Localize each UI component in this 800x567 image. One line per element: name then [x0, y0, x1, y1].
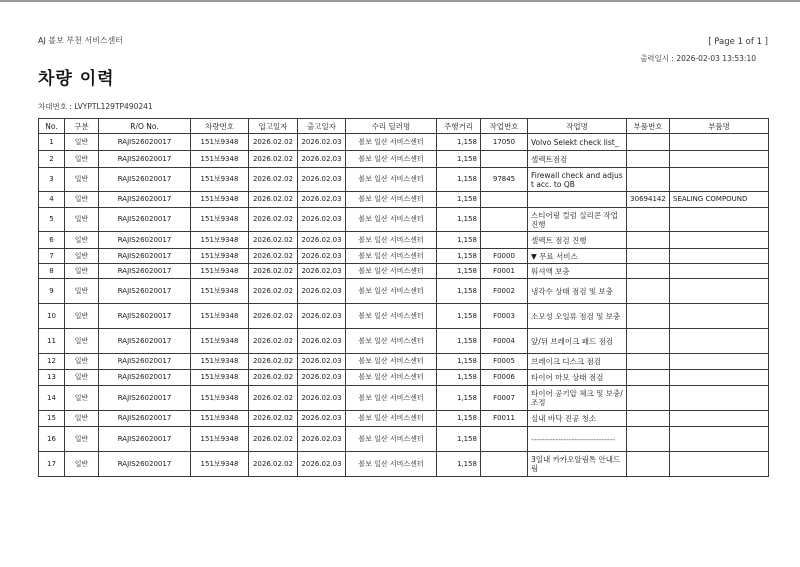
row-type: 일반 [65, 249, 99, 264]
job-number [481, 192, 528, 208]
dealer-name: 볼보 일산 서비스센터 [346, 134, 437, 151]
mileage: 1,158 [437, 329, 481, 354]
row-number: 1 [39, 134, 65, 151]
in-date: 2026.02.02 [249, 232, 298, 249]
in-date: 2026.02.02 [249, 386, 298, 411]
job-name: 앞/뒤 브레이크 패드 점검 [528, 329, 627, 354]
row-type: 일반 [65, 411, 99, 427]
row-type: 일반 [65, 354, 99, 370]
part-number [627, 168, 670, 192]
part-number [627, 134, 670, 151]
part-number [627, 264, 670, 279]
table-row [39, 452, 769, 477]
mileage: 1,158 [437, 304, 481, 329]
column-header: R/O No. [99, 119, 191, 134]
job-number: 17050 [481, 134, 528, 151]
row-number: 8 [39, 264, 65, 279]
table-row [39, 249, 769, 264]
row-type: 일반 [65, 386, 99, 411]
row-type: 일반 [65, 208, 99, 232]
row-type: 일반 [65, 329, 99, 354]
row-number: 14 [39, 386, 65, 411]
top-border-line [0, 0, 800, 2]
job-number: F0011 [481, 411, 528, 427]
ro-number: RAJIS26020017 [99, 192, 191, 208]
part-name [670, 354, 769, 370]
dealer-name: 볼보 일산 서비스센터 [346, 354, 437, 370]
part-name [670, 264, 769, 279]
part-number [627, 411, 670, 427]
column-header: 작업번호 [481, 119, 528, 134]
job-name: 타이어 마모 상태 점검 [528, 370, 627, 386]
car-number: 151보9348 [191, 134, 249, 151]
column-header: 부품번호 [627, 119, 670, 134]
in-date: 2026.02.02 [249, 279, 298, 304]
row-type: 일반 [65, 192, 99, 208]
mileage: 1,158 [437, 249, 481, 264]
mileage: 1,158 [437, 452, 481, 477]
out-date: 2026.02.03 [298, 304, 346, 329]
mileage: 1,158 [437, 279, 481, 304]
mileage: 1,158 [437, 192, 481, 208]
row-number: 16 [39, 427, 65, 452]
column-header: 부품명 [670, 119, 769, 134]
in-date: 2026.02.02 [249, 354, 298, 370]
car-number: 151보9348 [191, 329, 249, 354]
row-number: 2 [39, 151, 65, 168]
column-header: 차량번호 [191, 119, 249, 134]
dealer-name: 볼보 일산 서비스센터 [346, 249, 437, 264]
row-type: 일반 [65, 232, 99, 249]
dealer-name: 볼보 일산 서비스센터 [346, 329, 437, 354]
table-row [39, 134, 769, 151]
part-name [670, 232, 769, 249]
in-date: 2026.02.02 [249, 370, 298, 386]
row-type: 일반 [65, 134, 99, 151]
job-name: 스티어링 컬럼 실리콘 작업 진행 [528, 208, 627, 232]
mileage: 1,158 [437, 370, 481, 386]
row-number: 12 [39, 354, 65, 370]
job-number: 97845 [481, 168, 528, 192]
page-title: 차량 이력 [38, 69, 115, 89]
job-name: 실내 바닥 진공 청소 [528, 411, 627, 427]
print-timestamp: 출력일시 : 2026-02-03 13:53:10 [640, 54, 756, 63]
column-header: No. [39, 119, 65, 134]
in-date: 2026.02.02 [249, 151, 298, 168]
job-number: F0007 [481, 386, 528, 411]
mileage: 1,158 [437, 386, 481, 411]
out-date: 2026.02.03 [298, 370, 346, 386]
out-date: 2026.02.03 [298, 168, 346, 192]
car-number: 151보9348 [191, 208, 249, 232]
dealer-name: 볼보 일산 서비스센터 [346, 232, 437, 249]
part-name [670, 452, 769, 477]
out-date: 2026.02.03 [298, 151, 346, 168]
part-name [670, 151, 769, 168]
row-number: 17 [39, 452, 65, 477]
table-body [39, 134, 769, 477]
part-name [670, 279, 769, 304]
out-date: 2026.02.03 [298, 452, 346, 477]
ro-number: RAJIS26020017 [99, 249, 191, 264]
page-indicator: [ Page 1 of 1 ] [708, 37, 768, 47]
dealer-name: 볼보 일산 서비스센터 [346, 411, 437, 427]
job-name: 냉각수 상태 점검 및 보충 [528, 279, 627, 304]
part-number [627, 208, 670, 232]
job-name: 워셔액 보충 [528, 264, 627, 279]
dealer-name: 볼보 일산 서비스센터 [346, 279, 437, 304]
table-row [39, 386, 769, 411]
in-date: 2026.02.02 [249, 304, 298, 329]
job-name: 타이어 공기압 체크 및 보충/조정 [528, 386, 627, 411]
out-date: 2026.02.03 [298, 386, 346, 411]
out-date: 2026.02.03 [298, 134, 346, 151]
part-number [627, 151, 670, 168]
mileage: 1,158 [437, 151, 481, 168]
row-number: 7 [39, 249, 65, 264]
table-row [39, 329, 769, 354]
column-header: 수리 딜러명 [346, 119, 437, 134]
part-name [670, 386, 769, 411]
out-date: 2026.02.03 [298, 427, 346, 452]
job-name: 브레이크 디스크 점검 [528, 354, 627, 370]
table-row [39, 279, 769, 304]
ro-number: RAJIS26020017 [99, 208, 191, 232]
job-number [481, 208, 528, 232]
dealer-name: 볼보 일산 서비스센터 [346, 427, 437, 452]
row-number: 5 [39, 208, 65, 232]
row-number: 9 [39, 279, 65, 304]
ro-number: RAJIS26020017 [99, 411, 191, 427]
in-date: 2026.02.02 [249, 134, 298, 151]
ro-number: RAJIS26020017 [99, 427, 191, 452]
row-number: 3 [39, 168, 65, 192]
mileage: 1,158 [437, 134, 481, 151]
job-number: F0001 [481, 264, 528, 279]
out-date: 2026.02.03 [298, 208, 346, 232]
column-header: 주행거리 [437, 119, 481, 134]
car-number: 151보9348 [191, 427, 249, 452]
job-name: 소모성 오일류 점검 및 보충 [528, 304, 627, 329]
job-number [481, 427, 528, 452]
part-number [627, 427, 670, 452]
job-number: F0000 [481, 249, 528, 264]
ro-number: RAJIS26020017 [99, 354, 191, 370]
in-date: 2026.02.02 [249, 452, 298, 477]
mileage: 1,158 [437, 232, 481, 249]
table-row [39, 370, 769, 386]
job-name: 3일내 카카오알림톡 안내드림 [528, 452, 627, 477]
in-date: 2026.02.02 [249, 192, 298, 208]
car-number: 151보9348 [191, 151, 249, 168]
ro-number: RAJIS26020017 [99, 304, 191, 329]
table-row [39, 411, 769, 427]
part-name [670, 370, 769, 386]
out-date: 2026.02.03 [298, 329, 346, 354]
row-number: 4 [39, 192, 65, 208]
job-name: 셀렉트점검 [528, 151, 627, 168]
column-header: 입고일자 [249, 119, 298, 134]
mileage: 1,158 [437, 411, 481, 427]
row-type: 일반 [65, 151, 99, 168]
car-number: 151보9348 [191, 304, 249, 329]
column-header: 출고일자 [298, 119, 346, 134]
job-number [481, 151, 528, 168]
job-number: F0002 [481, 279, 528, 304]
column-header: 작업명 [528, 119, 627, 134]
in-date: 2026.02.02 [249, 411, 298, 427]
ro-number: RAJIS26020017 [99, 386, 191, 411]
out-date: 2026.02.03 [298, 279, 346, 304]
part-number [627, 279, 670, 304]
vehicle-history-table [38, 118, 769, 477]
dealer-name: 볼보 일산 서비스센터 [346, 192, 437, 208]
dealer-name: 볼보 일산 서비스센터 [346, 264, 437, 279]
table-row [39, 151, 769, 168]
part-number [627, 232, 670, 249]
car-number: 151보9348 [191, 168, 249, 192]
out-date: 2026.02.03 [298, 249, 346, 264]
part-name [670, 134, 769, 151]
in-date: 2026.02.02 [249, 208, 298, 232]
car-number: 151보9348 [191, 249, 249, 264]
mileage: 1,158 [437, 168, 481, 192]
job-name [528, 192, 627, 208]
job-number: F0005 [481, 354, 528, 370]
dealer-name: 볼보 일산 서비스센터 [346, 304, 437, 329]
mileage: 1,158 [437, 354, 481, 370]
car-number: 151보9348 [191, 232, 249, 249]
dealer-name: 볼보 일산 서비스센터 [346, 168, 437, 192]
ro-number: RAJIS26020017 [99, 279, 191, 304]
row-type: 일반 [65, 304, 99, 329]
table-row [39, 354, 769, 370]
part-name [670, 208, 769, 232]
dealer-name: 볼보 일산 서비스센터 [346, 386, 437, 411]
row-type: 일반 [65, 427, 99, 452]
job-number [481, 232, 528, 249]
table-row [39, 192, 769, 208]
row-number: 6 [39, 232, 65, 249]
row-type: 일반 [65, 279, 99, 304]
out-date: 2026.02.03 [298, 264, 346, 279]
part-name [670, 411, 769, 427]
mileage: 1,158 [437, 264, 481, 279]
part-number [627, 329, 670, 354]
part-number: 30694142 [627, 192, 670, 208]
in-date: 2026.02.02 [249, 249, 298, 264]
ro-number: RAJIS26020017 [99, 232, 191, 249]
car-number: 151보9348 [191, 192, 249, 208]
job-name: 셀렉트 점검 진행 [528, 232, 627, 249]
part-number [627, 304, 670, 329]
part-name [670, 427, 769, 452]
vin-number: 차대번호 : LVYPTL129TP490241 [38, 102, 153, 111]
table-row [39, 304, 769, 329]
mileage: 1,158 [437, 427, 481, 452]
in-date: 2026.02.02 [249, 168, 298, 192]
ro-number: RAJIS26020017 [99, 370, 191, 386]
car-number: 151보9348 [191, 386, 249, 411]
job-name: Firewall check and adjust acc. to QB [528, 168, 627, 192]
part-name [670, 168, 769, 192]
part-number [627, 249, 670, 264]
out-date: 2026.02.03 [298, 232, 346, 249]
car-number: 151보9348 [191, 354, 249, 370]
part-number [627, 354, 670, 370]
dealer-name: 볼보 일산 서비스센터 [346, 151, 437, 168]
dealer-name: 볼보 일산 서비스센터 [346, 452, 437, 477]
part-name: SEALING COMPOUND [670, 192, 769, 208]
car-number: 151보9348 [191, 279, 249, 304]
column-header: 구분 [65, 119, 99, 134]
table-header-row [39, 119, 769, 134]
part-name [670, 249, 769, 264]
job-number: F0006 [481, 370, 528, 386]
row-number: 11 [39, 329, 65, 354]
mileage: 1,158 [437, 208, 481, 232]
out-date: 2026.02.03 [298, 411, 346, 427]
job-number: F0003 [481, 304, 528, 329]
table-row [39, 208, 769, 232]
table-row [39, 427, 769, 452]
job-name: ▼ 무료 서비스 [528, 249, 627, 264]
job-name: Volvo Selekt check list_ [528, 134, 627, 151]
company-name: AJ 볼보 부천 서비스센터 [38, 36, 124, 45]
row-type: 일반 [65, 264, 99, 279]
ro-number: RAJIS26020017 [99, 264, 191, 279]
in-date: 2026.02.02 [249, 264, 298, 279]
part-name [670, 304, 769, 329]
ro-number: RAJIS26020017 [99, 168, 191, 192]
table-row [39, 264, 769, 279]
out-date: 2026.02.03 [298, 354, 346, 370]
ro-number: RAJIS26020017 [99, 452, 191, 477]
ro-number: RAJIS26020017 [99, 134, 191, 151]
part-number [627, 452, 670, 477]
ro-number: RAJIS26020017 [99, 151, 191, 168]
row-number: 13 [39, 370, 65, 386]
in-date: 2026.02.02 [249, 427, 298, 452]
out-date: 2026.02.03 [298, 192, 346, 208]
in-date: 2026.02.02 [249, 329, 298, 354]
row-type: 일반 [65, 452, 99, 477]
dealer-name: 볼보 일산 서비스센터 [346, 370, 437, 386]
row-type: 일반 [65, 168, 99, 192]
dealer-name: 볼보 일산 서비스센터 [346, 208, 437, 232]
car-number: 151보9348 [191, 370, 249, 386]
row-number: 10 [39, 304, 65, 329]
part-number [627, 370, 670, 386]
job-number: F0004 [481, 329, 528, 354]
table-row [39, 232, 769, 249]
part-name [670, 329, 769, 354]
part-number [627, 386, 670, 411]
car-number: 151보9348 [191, 264, 249, 279]
ro-number: RAJIS26020017 [99, 329, 191, 354]
row-type: 일반 [65, 370, 99, 386]
car-number: 151보9348 [191, 452, 249, 477]
row-number: 15 [39, 411, 65, 427]
table-row [39, 168, 769, 192]
job-name: ------------------------------- [528, 427, 627, 452]
car-number: 151보9348 [191, 411, 249, 427]
job-number [481, 452, 528, 477]
